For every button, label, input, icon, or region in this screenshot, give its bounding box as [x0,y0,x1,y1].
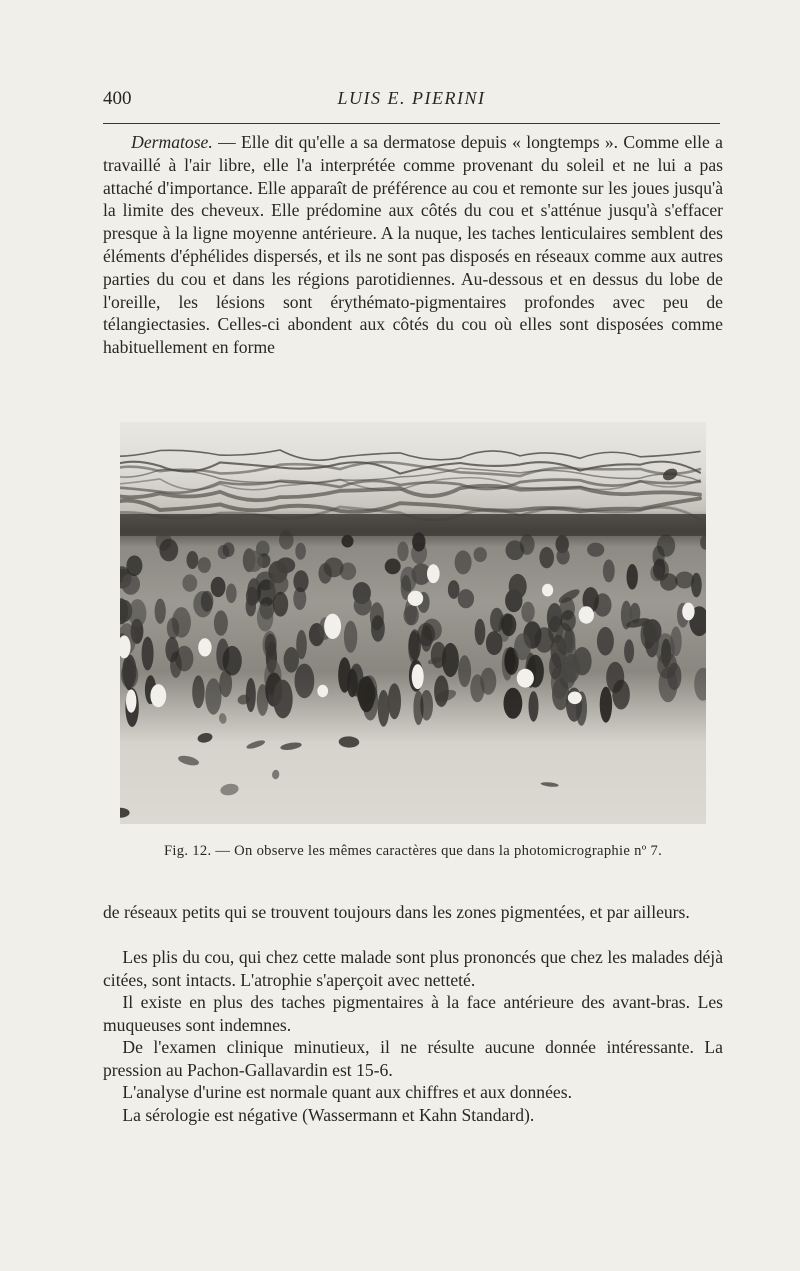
cell-nucleus [521,602,534,623]
cell-nucleus [246,678,256,712]
clear-cell [150,684,166,707]
cell-nucleus [627,564,638,590]
cell-nucleus [653,559,669,581]
paragraph-7: La sérologie est négative (Wassermann et Kahn Standard). [122,1105,535,1125]
running-title: LUIS E. PIERINI [337,88,486,108]
cell-nucleus [129,599,147,627]
cell-nucleus [182,574,197,591]
cell-nucleus [246,587,258,606]
cell-nucleus [412,532,425,551]
clear-cell [682,603,694,621]
clear-cell [579,606,594,623]
cell-nucleus [475,619,486,645]
cell-nucleus [587,543,604,557]
cell-nucleus [226,584,237,604]
page-number: 400 [103,88,132,109]
cell-nucleus [514,633,531,660]
cell-nucleus [504,688,523,719]
clear-cell [126,689,136,712]
cell-nucleus [201,591,214,612]
cell-nucleus [420,690,433,721]
clear-cell [542,584,553,597]
clear-cell [427,564,440,583]
cell-nucleus [458,589,474,608]
cell-nucleus [490,608,504,633]
cell-nucleus [165,637,178,662]
cell-nucleus [385,559,401,575]
cell-nucleus [159,539,178,562]
cell-nucleus [561,610,576,631]
paragraph-2: de réseaux petits qui se trouvent toujours dans les zones pigmentées, et par ailleurs. [103,902,690,922]
cell-nucleus [273,680,293,719]
cell-nucleus [223,542,235,557]
clear-cell [324,614,341,639]
cell-nucleus [539,547,554,568]
cell-nucleus [474,547,487,562]
cell-nucleus [657,652,677,679]
cell-nucleus [244,551,263,572]
figure-caption: Fig. 12. — On observe les mêmes caractères que dans la photomicrographie nº 7. [163,843,663,859]
cell-nucleus [344,621,357,653]
cell-nucleus [295,664,315,699]
paragraph-3: Les plis du cou, qui chez cette malade sont plus prononcés que chez les malades déjà citées, sont intacts. L'atrophie s'aperçoit avec netteté. [103,947,723,990]
photomicrograph-figure [120,422,706,824]
paragraph-dermatose [103,131,723,359]
photomicrograph-image [120,422,706,824]
cell-nucleus [121,573,140,594]
clear-cell [317,685,328,697]
cell-nucleus [284,647,299,673]
cell-nucleus [404,605,419,625]
cell-nucleus [211,577,226,597]
cell-nucleus [295,543,306,560]
cell-nucleus [205,678,221,714]
cell-nucleus [509,574,527,599]
cell-nucleus [597,627,614,656]
clear-cell [517,669,534,688]
cell-nucleus [276,557,295,573]
cell-nucleus [172,607,191,638]
cell-nucleus [486,631,503,655]
cell-nucleus [126,555,142,576]
cell-nucleus [270,574,289,595]
cell-nucleus [378,690,390,727]
cell-nucleus [448,580,460,599]
cell-nucleus [342,535,354,548]
cell-nucleus [624,639,634,663]
paragraph-1-text: — Elle dit qu'elle a sa dermatose depuis « longtemps ». Comme elle a travaillé à l'air libre, elle l'a interprétée comme provenant du soleil et ne lui a pas attaché d'importance. Elle apparaît de préférence au cou et remonte sur les joues jusqu'à la limite des cheveux. Elle prédomine aux côtés du cou et s'atténue jusqu'à s'effacer presque à la ligne moyenne antérieure. A la nuque, les taches lenticulaires semblent des éléments d'éphélides dispersés, et ils ne sont pas disposés en réseaux comme aux autres parties du cou et dans les régions parotidiennes. Au-dessous et en dessus du lobe de l'oreille, les lésions sont érythémato-pigmentaires profondes avec peu de télangiectasies. Celles-ci abondent aux côtés du cou où elles sont disposées comme habituellement en forme [103,132,723,358]
cell-nucleus [675,572,694,589]
cell-nucleus [354,595,372,616]
cell-nucleus [557,548,570,565]
cell-nucleus [273,592,288,617]
cell-nucleus [121,662,138,689]
cell-nucleus [600,687,612,723]
cell-nucleus [257,604,273,632]
cell-nucleus [214,610,228,635]
cell-nucleus [455,550,472,574]
cell-nucleus [612,680,630,710]
paragraph-6: L'analyse d'urine est normale quant aux chiffres et aux données. [122,1082,572,1102]
cell-nucleus [338,657,351,692]
paragraph-4: Il existe en plus des taches pigmentaires à la face antérieure des avant-bras. Les muqueuses sont indemnes. [103,992,723,1035]
section-heading: Dermatose. [131,132,213,152]
clear-cell [412,664,424,689]
cell-nucleus [371,615,385,642]
cell-nucleus [470,674,484,702]
header-rule [103,123,720,124]
clear-cell [198,638,211,656]
cell-nucleus [421,626,432,652]
cell-nucleus [142,637,154,671]
cell-nucleus [324,558,344,578]
clear-cell [568,692,582,705]
page-header [103,88,720,114]
cell-nucleus [603,559,615,582]
cell-nucleus [358,676,375,712]
clear-cell [408,591,424,606]
cell-nucleus [198,557,211,573]
cell-nucleus [192,675,204,708]
cell-nucleus [458,655,471,687]
paragraph-5: De l'examen clinique minutieux, il ne résulte aucune donnée intéressante. La pression au Pachon-Gallavardin est 15-6. [103,1037,723,1080]
cell-nucleus [155,599,166,624]
cell-nucleus [520,534,535,555]
cell-nucleus [388,683,401,719]
cell-nucleus [187,551,199,569]
cell-nucleus [657,535,675,557]
cell-nucleus [397,542,408,562]
cell-nucleus [529,691,539,722]
cell-nucleus [279,530,294,549]
cell-nucleus [431,642,446,669]
cell-nucleus [223,646,242,676]
cell-nucleus [293,587,306,610]
cell-nucleus [565,636,576,670]
